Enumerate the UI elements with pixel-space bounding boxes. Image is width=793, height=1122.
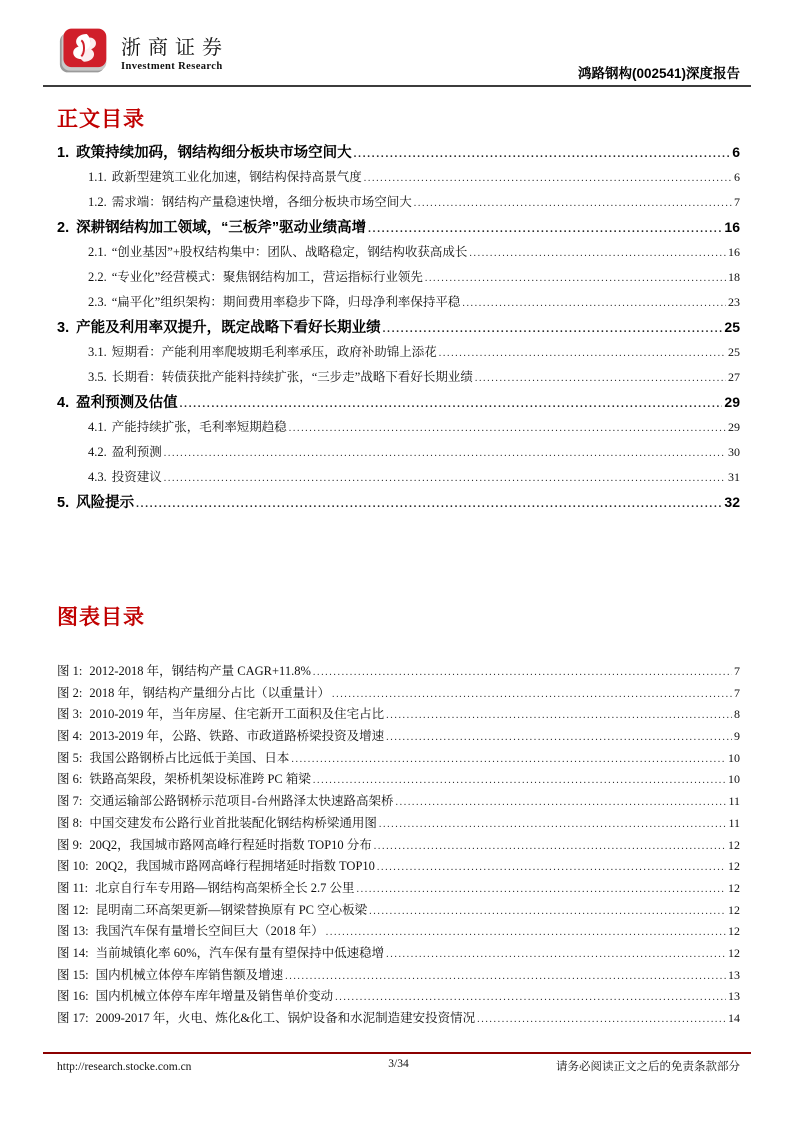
toc-entry[interactable]: [57, 240, 740, 265]
dot-leader: [313, 769, 726, 792]
toc-entry[interactable]: [57, 165, 740, 190]
figure-entry-number: 图 17:: [57, 1011, 89, 1025]
toc-entry-page: 29: [724, 394, 740, 410]
figure-entry-page: 13: [728, 967, 740, 982]
toc-entry[interactable]: [57, 265, 740, 290]
toc-entry[interactable]: [57, 415, 740, 440]
figure-entry-page: 7: [734, 664, 740, 678]
figure-entry-page: 11: [728, 815, 740, 830]
toc-entry-title: 风险提示: [76, 495, 135, 511]
dot-leader: [368, 216, 722, 242]
figure-entry-title: 2013-2019 年，公路、铁路、市政道路桥梁投资及增速: [89, 729, 385, 744]
toc-entry-number: 2.2.: [88, 270, 107, 284]
toc-entry[interactable]: [57, 465, 740, 490]
dot-leader: [332, 683, 732, 706]
figure-entry-title: 我国汽车保有量增长空间巨大（2018 年）: [95, 924, 324, 939]
toc-entry-page: 6: [734, 170, 740, 184]
figure-entry-number: 图 15:: [57, 967, 89, 982]
figure-entry-page: 8: [734, 707, 740, 722]
toc-entry[interactable]: [57, 190, 740, 215]
dot-leader: [369, 900, 726, 923]
toc-entry-number: 4.1.: [88, 420, 107, 434]
toc-entry-number: 3.1.: [88, 345, 107, 359]
figure-entry[interactable]: [57, 900, 740, 922]
footer-disclaimer: 请务必阅读正文之后的免责条款部分: [556, 1061, 740, 1073]
figure-entry[interactable]: [57, 791, 740, 813]
toc-entry-title: 产能及利用率双提升，既定战略下看好长期业绩: [76, 320, 381, 336]
figure-entry-title: 20Q2，我国城市路网高峰行程延时指数 TOP10 分布: [89, 837, 372, 852]
toc-entry-page: 32: [724, 494, 740, 510]
figure-entry-page: 10: [728, 750, 740, 765]
toc-entry-title: 需求端：钢结构产量稳速快增，各细分板块市场空间大: [111, 195, 412, 209]
figure-entry-number: 图 13:: [57, 924, 89, 939]
toc-entry-title: “创业基因”+股权结构集中：团队、战略稳定，钢结构收获高成长: [111, 245, 468, 259]
figure-entry[interactable]: [57, 1008, 740, 1030]
toc-entry-title: 产能持续扩张，毛利率短期趋稳: [111, 420, 287, 434]
toc-entry-number: 3.5.: [88, 370, 107, 384]
figure-entry[interactable]: [57, 943, 740, 965]
figure-entry-number: 图 12:: [57, 902, 89, 917]
toc-entry-number: 5.: [57, 495, 70, 511]
report-title: 鸿路钢构(002541)深度报告: [577, 66, 740, 81]
figure-entry-title: 20Q2，我国城市路网高峰行程拥堵延时指数 TOP10: [95, 859, 375, 874]
figure-entry-title: 2010-2019 年，当年房屋、住宅新开工面积及住宅占比: [89, 707, 385, 722]
toc-section-title: 正文目录: [57, 108, 145, 131]
figure-entry-title: 2009-2017 年，火电、炼化&化工、锅炉设备和水泥制造建安投资情况: [95, 1011, 476, 1025]
toc-entry-page: 23: [728, 295, 740, 309]
figure-entry-page: 13: [728, 989, 740, 1004]
figure-entry-page: 12: [728, 924, 740, 939]
figure-entry-number: 图 11:: [57, 880, 89, 895]
toc-entry[interactable]: [57, 140, 740, 165]
dot-leader: [136, 491, 722, 517]
toc-entry[interactable]: [57, 390, 740, 415]
dot-leader: [396, 791, 727, 814]
figure-entry[interactable]: [57, 683, 740, 705]
figure-entry-number: 图 9:: [57, 837, 83, 852]
figure-entry-title: 交通运输部公路钢桥示范项目-台州路泽太快速路高架桥: [89, 794, 394, 809]
figure-entry[interactable]: [57, 965, 740, 987]
dot-leader: [477, 1008, 726, 1031]
zheshang-logo-icon: [57, 26, 111, 76]
dot-leader: [164, 465, 726, 491]
dot-leader: [335, 986, 726, 1009]
figure-entry-page: 12: [728, 880, 740, 895]
figure-entry-number: 图 10:: [57, 859, 89, 874]
toc-entry-title: 短期看：产能利用率爬坡期毛利率承压，政府补助锦上添花: [111, 345, 437, 359]
figure-entry-page: 7: [734, 685, 740, 700]
toc-entry-page: 16: [724, 219, 740, 235]
figure-entry-page: 12: [728, 837, 740, 852]
toc-entry[interactable]: [57, 215, 740, 240]
dot-leader: [383, 316, 723, 342]
figure-entry-number: 图 4:: [57, 729, 83, 744]
page-header: [57, 24, 740, 84]
footer-divider: [43, 1052, 751, 1054]
brand-name-en: Investment Research: [121, 60, 223, 72]
figure-entry-title: 中国交建发布公路行业首批装配化钢结构桥梁通用图: [89, 815, 377, 830]
figure-entry-title: 昆明南二环高架更新—钢梁替换原有 PC 空心板梁: [95, 902, 368, 917]
dot-leader: [439, 340, 726, 366]
toc-entry-title: 盈利预测及估值: [76, 395, 178, 411]
dot-leader: [289, 415, 726, 441]
dot-leader: [313, 661, 732, 684]
figure-entry-number: 图 8:: [57, 815, 83, 830]
figure-entry-page: 12: [728, 902, 740, 917]
toc-entry-title: “专业化”经营模式：聚焦钢结构加工，营运指标行业领先: [111, 270, 423, 284]
dot-leader: [354, 141, 731, 167]
toc-entry-page: 25: [724, 319, 740, 335]
toc-entry[interactable]: [57, 365, 740, 390]
dot-leader: [379, 813, 727, 836]
page-indicator: 3/34: [388, 1058, 409, 1070]
toc-entry[interactable]: [57, 340, 740, 365]
toc-entry-page: 31: [728, 470, 740, 484]
figure-entry[interactable]: [57, 813, 740, 835]
header-divider: [43, 85, 751, 87]
figure-entry-title: 2018 年，钢结构产量细分占比（以重量计）: [89, 685, 330, 700]
dot-leader: [414, 190, 732, 216]
toc-entry-title: 盈利预测: [111, 445, 162, 459]
figure-entry-page: 10: [728, 772, 740, 787]
dot-leader: [469, 240, 726, 266]
dot-leader: [364, 165, 732, 191]
figure-entry[interactable]: [57, 748, 740, 770]
dot-leader: [374, 835, 726, 858]
figure-entry-page: 9: [734, 729, 740, 744]
toc-entry-number: 1.2.: [88, 195, 107, 209]
toc-entry-page: 25: [728, 345, 740, 359]
dot-leader: [326, 921, 726, 944]
toc-entry-page: 6: [732, 144, 740, 160]
figure-entry[interactable]: [57, 878, 740, 900]
figure-entry-number: 图 14:: [57, 945, 89, 960]
brand: [57, 26, 229, 76]
figure-entry-number: 图 1:: [57, 664, 83, 678]
figure-entry-title: 国内机械立体停车库销售额及增速: [95, 967, 284, 982]
figure-entry[interactable]: [57, 661, 740, 683]
figure-entry-number: 图 7:: [57, 794, 83, 809]
figures-section-title: 图表目录: [57, 606, 145, 629]
toc-entry-number: 1.1.: [88, 170, 107, 184]
dot-leader: [164, 440, 726, 466]
dot-leader: [291, 748, 726, 771]
figure-entry[interactable]: [57, 856, 740, 878]
dot-leader: [386, 726, 732, 749]
toc-entry-page: 7: [734, 195, 740, 209]
toc-entry-page: 27: [728, 370, 740, 384]
toc-entry-number: 1.: [57, 145, 70, 161]
toc-entry-title: “扁平化”组织架构：期间费用率稳步下降，归母净利率保持平稳: [111, 295, 461, 309]
toc-entry-page: 18: [728, 270, 740, 284]
figure-entry-title: 北京自行车专用路—钢结构高架桥全长 2.7 公里: [95, 880, 355, 895]
figure-entry-title: 2012-2018 年，钢结构产量 CAGR+11.8%: [89, 664, 311, 678]
toc-entry-number: 4.2.: [88, 445, 107, 459]
figures-list: [57, 661, 740, 1030]
toc-entry[interactable]: [57, 290, 740, 315]
figure-entry-page: 12: [728, 859, 740, 874]
footer-url[interactable]: http://research.stocke.com.cn: [57, 1061, 192, 1073]
toc-entry-title: 深耕钢结构加工领域，“三板斧”驱动业绩高增: [76, 220, 367, 236]
figure-entry-title: 铁路高架段，架桥机架设标准跨 PC 箱梁: [89, 772, 311, 787]
figure-entry-title: 我国公路钢桥占比远低于美国、日本: [89, 750, 290, 765]
figure-entry-title: 国内机械立体停车库年增量及销售单价变动: [95, 989, 334, 1004]
toc-entry[interactable]: [57, 440, 740, 465]
toc-entry-title: 长期看：转债获批产能料持续扩张，“三步走”战略下看好长期业绩: [111, 370, 473, 384]
toc-entry[interactable]: [57, 490, 740, 515]
figure-entry-number: 图 16:: [57, 989, 89, 1004]
toc-entry-number: 2.: [57, 220, 70, 236]
figure-entry[interactable]: [57, 921, 740, 943]
dot-leader: [462, 290, 726, 316]
toc-entry-number: 2.3.: [88, 295, 107, 309]
dot-leader: [425, 265, 726, 291]
brand-name-cn: 浙商证券: [121, 36, 229, 59]
dot-leader: [377, 856, 726, 879]
figure-entry[interactable]: [57, 726, 740, 748]
figure-entry[interactable]: [57, 704, 740, 726]
figure-entry-page: 12: [728, 945, 740, 960]
toc-entry-title: 政新型建筑工业化加速，钢结构保持高景气度: [111, 170, 362, 184]
page-footer: [57, 1058, 740, 1074]
dot-leader: [357, 878, 726, 901]
dot-leader: [285, 965, 726, 988]
toc-entry-title: 投资建议: [111, 470, 162, 484]
figure-entry-number: 图 6:: [57, 772, 83, 787]
figure-entry[interactable]: [57, 986, 740, 1008]
toc-list: [57, 140, 740, 515]
figure-entry-number: 图 2:: [57, 685, 83, 700]
toc-entry-number: 2.1.: [88, 245, 107, 259]
figure-entry[interactable]: [57, 769, 740, 791]
toc-entry-number: 4.3.: [88, 470, 107, 484]
toc-entry[interactable]: [57, 315, 740, 340]
toc-entry-page: 29: [728, 420, 740, 434]
figure-entry-number: 图 5:: [57, 750, 83, 765]
toc-entry-number: 4.: [57, 395, 70, 411]
figure-entry-page: 14: [728, 1011, 740, 1025]
toc-entry-page: 16: [728, 245, 740, 259]
toc-entry-number: 3.: [57, 320, 70, 336]
figure-entry[interactable]: [57, 835, 740, 857]
dot-leader: [386, 943, 726, 966]
toc-entry-title: 政策持续加码，钢结构细分板块市场空间大: [76, 145, 352, 161]
toc-entry-page: 30: [728, 445, 740, 459]
figure-entry-title: 当前城镇化率 60%，汽车保有量有望保持中低速稳增: [95, 945, 385, 960]
figure-entry-number: 图 3:: [57, 707, 83, 722]
dot-leader: [386, 704, 732, 727]
figure-entry-page: 11: [728, 794, 740, 809]
dot-leader: [475, 365, 726, 391]
dot-leader: [180, 391, 723, 417]
brand-text: [121, 31, 229, 72]
